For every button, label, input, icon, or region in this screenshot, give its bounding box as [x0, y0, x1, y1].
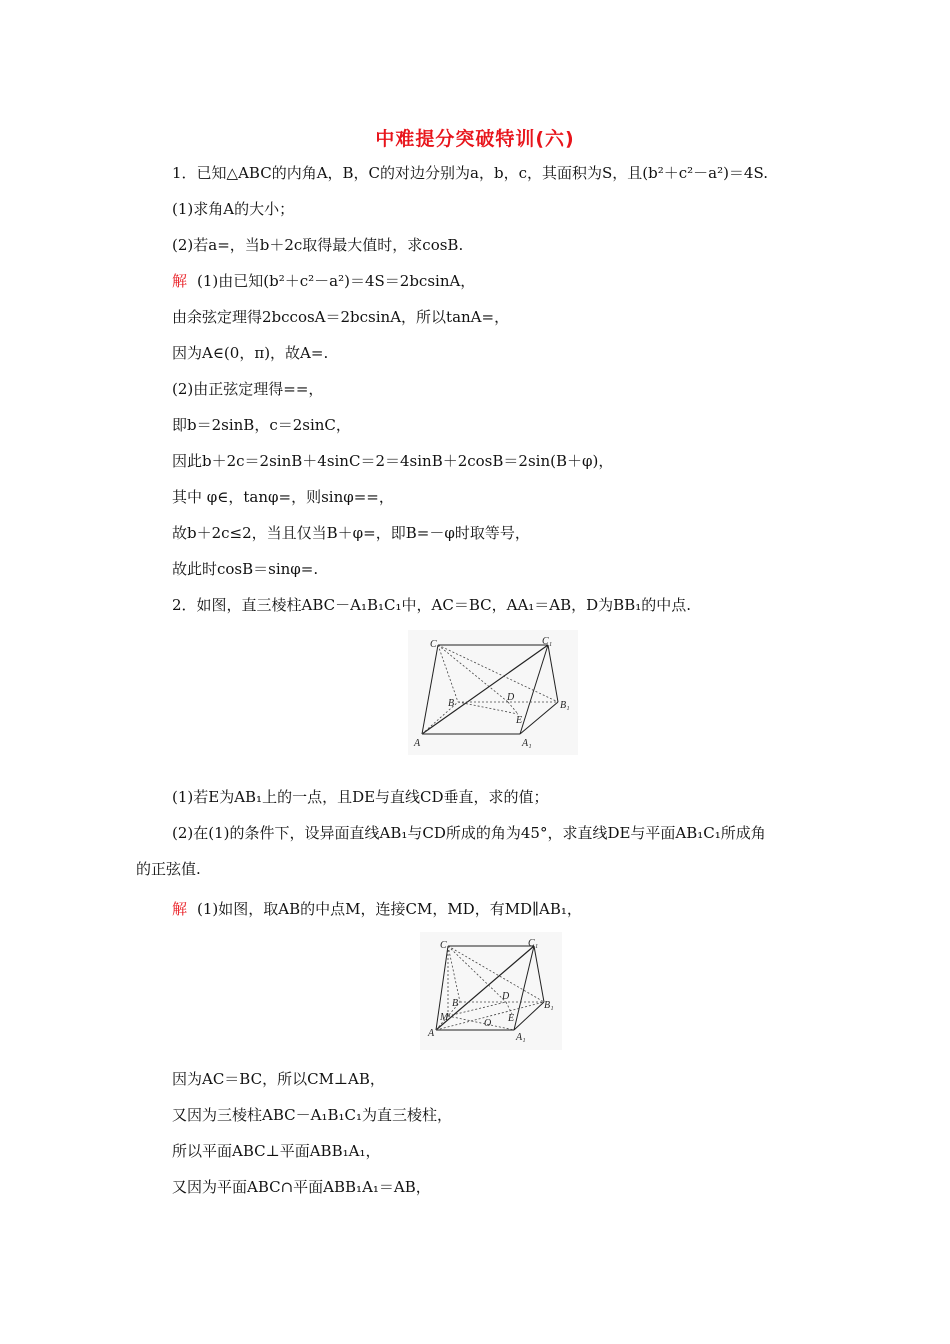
text-line: 即b＝2sinB，c＝2sinC， [172, 416, 351, 434]
page-title: 中难提分突破特训(六) [375, 128, 575, 150]
solution-line [172, 899, 582, 919]
text-line: (2)由正弦定理得==， [172, 380, 324, 398]
text-line: 又因为三棱柱ABC－A₁B₁C₁为直三棱柱， [172, 1106, 452, 1124]
solution-label: 解 [172, 900, 188, 918]
vertex-label: B [452, 998, 459, 1009]
text-line: 其中 φ∈，tanφ=，则sinφ==， [172, 488, 394, 506]
vertex-label: A [428, 1028, 435, 1039]
text-line: 由余弦定理得2bccosA＝2bcsinA，所以tanA=， [172, 308, 510, 326]
vertex-label: M [440, 1012, 449, 1023]
text-line: 又因为平面ABC∩平面ABB₁A₁＝AB， [172, 1178, 431, 1196]
text-line: 故b＋2c≤2，当且仅当B＋φ=，即B=－φ时取等号， [172, 524, 530, 542]
vertex-label: A₁ [522, 738, 532, 749]
solution-line [172, 271, 475, 291]
solution-text: (1)由已知(b²＋c²－a²)＝4S＝2bcsinA， [197, 272, 476, 290]
solution-label: 解 [172, 272, 188, 290]
text-line: (1)求角A的大小； [172, 200, 295, 218]
vertex-label: C [430, 639, 437, 650]
vertex-label: A₁ [516, 1032, 526, 1043]
text-line: 因为A∈(0，π)，故A=. [172, 344, 329, 362]
text-line: 1．已知△ABC的内角A，B，C的对边分别为a，b，c，其面积为S，且(b²＋c²－a²)＝4S. [172, 164, 768, 182]
text-line: 2．如图，直三棱柱ABC－A₁B₁C₁中，AC＝BC，AA₁＝AB，D为BB₁的中点. [172, 596, 692, 614]
text-line: (1)若E为AB₁上的一点，且DE与直线CD垂直，求的值； [172, 788, 549, 806]
vertex-label: E [516, 715, 523, 726]
vertex-label: A [414, 738, 421, 749]
text-line: 所以平面ABC⊥平面ABB₁A₁， [172, 1142, 381, 1160]
text-line: (2)在(1)的条件下，设异面直线AB₁与CD所成的角为45°，求直线DE与平面AB₁C₁所成角 [172, 824, 766, 842]
text-line: 故此时cosB＝sinφ=. [172, 560, 319, 578]
vertex-label: E [508, 1013, 515, 1024]
vertex-label: D [502, 991, 510, 1002]
vertex-label: C₁ [528, 938, 539, 949]
prism-diagram [420, 932, 562, 1050]
vertex-label: D [507, 692, 515, 703]
vertex-label: B₁ [560, 700, 570, 711]
vertex-label: O [484, 1018, 492, 1029]
vertex-label: B [448, 698, 455, 709]
text-line: 因此b＋2c＝2sinB＋4sinC＝2＝4sinB＋2cosB＝2sin(B＋φ)， [172, 452, 614, 470]
text-line: 的正弦值. [136, 860, 201, 878]
text-line: 因为AC＝BC，所以CM⊥AB， [172, 1070, 385, 1088]
vertex-label: C [440, 940, 447, 951]
prism-diagram [408, 630, 578, 755]
solution-text: (1)如图，取AB的中点M，连接CM，MD，有MD∥AB₁， [197, 900, 582, 918]
text-line: (2)若a=，当b＋2c取得最大值时，求cosB. [172, 236, 464, 254]
vertex-label: C₁ [542, 636, 553, 647]
prism-figure-2 [420, 932, 562, 1050]
prism-figure-1 [408, 630, 578, 755]
vertex-label: B₁ [544, 1000, 554, 1011]
